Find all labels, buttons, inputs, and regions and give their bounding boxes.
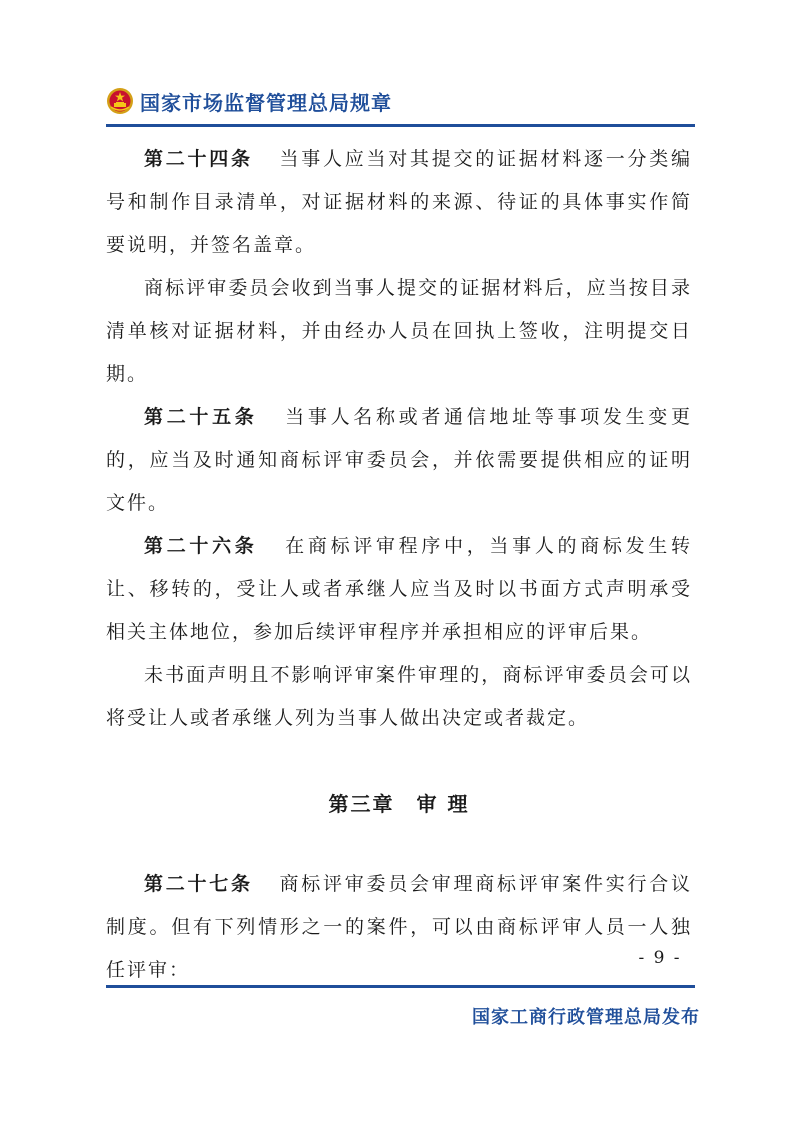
article-label: 第二十六条: [144, 535, 258, 557]
article-text: 当事人名称或者通信地址等事项发生变更的，应当及时通知商标评审委员会，并依需要提供相应的证明文件。: [106, 406, 692, 514]
article-26-paragraph-2: 未书面声明且不影响评审案件审理的，商标评审委员会可以将受让人或者承继人列为当事人做出决定或者裁定。: [106, 664, 692, 729]
article-label: 第二十四条: [144, 148, 253, 170]
article-24: [106, 138, 692, 267]
article-text: 当事人应当对其提交的证据材料逐一分类编号和制作目录清单，对证据材料的来源、待证的具体事实作简要说明，并签名盖章。: [106, 148, 692, 256]
footer-publisher: 国家工商行政管理总局发布: [472, 1007, 700, 1028]
article-26: [106, 525, 692, 654]
article-text: 在商标评审程序中，当事人的商标发生转让、移转的，受让人或者承继人应当及时以书面方式声明承受相关主体地位，参加后续评审程序并承担相应的评审后果。: [106, 535, 692, 643]
article-label: 第二十七条: [144, 873, 253, 895]
article-27: [106, 863, 692, 992]
footer-divider: [106, 985, 695, 988]
page-header: [106, 84, 392, 118]
national-emblem-icon: [106, 87, 134, 115]
article-text: 商标评审委员会审理商标评审案件实行合议制度。但有下列情形之一的案件，可以由商标评审人员一人独任评审：: [106, 873, 692, 981]
article-24-paragraph-2: 商标评审委员会收到当事人提交的证据材料后，应当按目录清单核对证据材料，并由经办人员在回执上签收，注明提交日期。: [106, 277, 692, 385]
chapter-heading: 第三章 审 理: [328, 792, 470, 816]
header-divider: [106, 124, 695, 127]
document-body: [106, 138, 692, 992]
page-number: - 9 -: [638, 948, 682, 968]
header-title: 国家市场监督管理总局规章: [140, 90, 392, 115]
article-label: 第二十五条: [144, 406, 258, 428]
article-25: [106, 396, 692, 525]
